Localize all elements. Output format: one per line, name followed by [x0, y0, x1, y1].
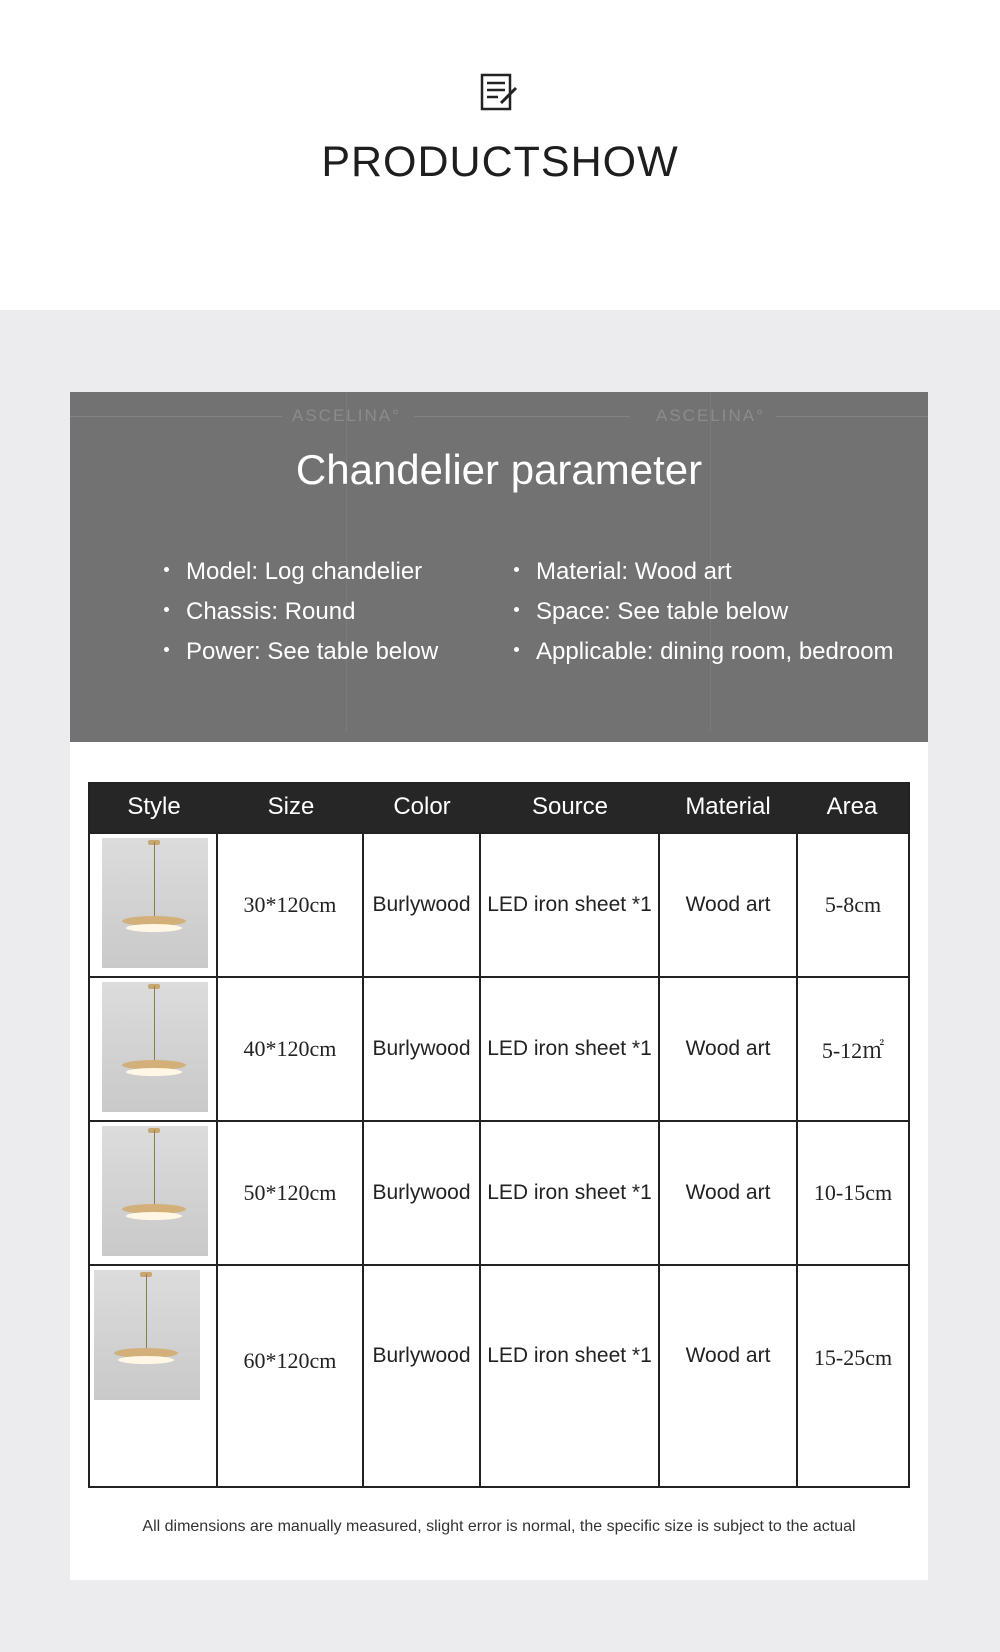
watermark: ASCELINA° — [656, 406, 765, 425]
table-row — [90, 1120, 908, 1264]
lamp-glow — [126, 1068, 182, 1076]
footnote: All dimensions are manually measured, slight error is normal, the specific size is subject to the actual — [142, 1518, 856, 1535]
pendant-cord — [154, 986, 155, 1060]
header-material: Material — [685, 793, 771, 820]
watermark-line — [776, 416, 928, 417]
pendant-cord — [154, 842, 155, 916]
document-edit-icon — [478, 72, 522, 116]
header-area: Area — [826, 793, 878, 820]
cell-size: 60*120cm — [243, 1348, 337, 1373]
lamp-glow — [126, 924, 182, 932]
params-list-left — [158, 552, 438, 672]
cell-source: LED iron sheet *1 — [487, 1037, 652, 1060]
cell-size: 50*120cm — [243, 1180, 337, 1205]
cell-size: 30*120cm — [243, 892, 337, 917]
pendant-cord — [154, 1130, 155, 1204]
cell-color: Burlywood — [372, 1344, 471, 1367]
product-thumbnail — [102, 1126, 208, 1256]
header-source: Source — [531, 793, 609, 820]
param-item: Applicable: dining room, bedroom — [508, 632, 894, 672]
cell-source: LED iron sheet *1 — [487, 893, 652, 916]
param-item: Power: See table below — [158, 632, 438, 672]
watermark-line — [70, 416, 282, 417]
param-item: Chassis: Round — [158, 592, 438, 632]
product-thumbnail — [102, 838, 208, 968]
spec-table — [88, 782, 910, 1488]
cell-source: LED iron sheet *1 — [487, 1181, 652, 1204]
parameter-card — [70, 392, 928, 1580]
pendant-cord — [146, 1274, 147, 1348]
cell-color: Burlywood — [372, 1181, 471, 1204]
cell-area: 15-25cm — [813, 1345, 893, 1370]
header-color: Color — [393, 793, 451, 820]
cell-color: Burlywood — [372, 893, 471, 916]
header-style: Style — [127, 793, 181, 820]
product-thumbnail — [94, 1270, 200, 1400]
cell-source: LED iron sheet *1 — [487, 1344, 652, 1367]
table-row — [90, 1264, 908, 1486]
table-row — [90, 976, 908, 1120]
product-thumbnail — [102, 982, 208, 1112]
watermark-line — [414, 416, 630, 417]
cell-area: 5-8cm — [824, 892, 882, 917]
cell-size: 40*120cm — [243, 1036, 337, 1061]
parameter-banner — [70, 392, 928, 742]
cell-material: Wood art — [685, 1037, 771, 1060]
cell-material: Wood art — [685, 1344, 771, 1367]
param-item: Material: Wood art — [508, 552, 894, 592]
cell-material: Wood art — [685, 893, 771, 916]
lamp-glow — [118, 1356, 174, 1364]
header-section — [0, 0, 1000, 310]
watermark: ASCELINA° — [292, 406, 401, 425]
param-item: Model: Log chandelier — [158, 552, 438, 592]
table-row — [90, 832, 908, 976]
params-list-right — [508, 552, 894, 672]
lamp-glow — [126, 1212, 182, 1220]
table-header — [90, 784, 908, 832]
banner-title: Chandelier parameter — [295, 446, 703, 493]
cell-area: 10-15cm — [813, 1180, 893, 1205]
page-title: PRODUCTSHOW — [321, 138, 679, 186]
cell-color: Burlywood — [372, 1037, 471, 1060]
cell-area: 5-12㎡ — [821, 1037, 885, 1063]
header-size: Size — [267, 793, 315, 820]
param-item: Space: See table below — [508, 592, 894, 632]
cell-material: Wood art — [685, 1181, 771, 1204]
